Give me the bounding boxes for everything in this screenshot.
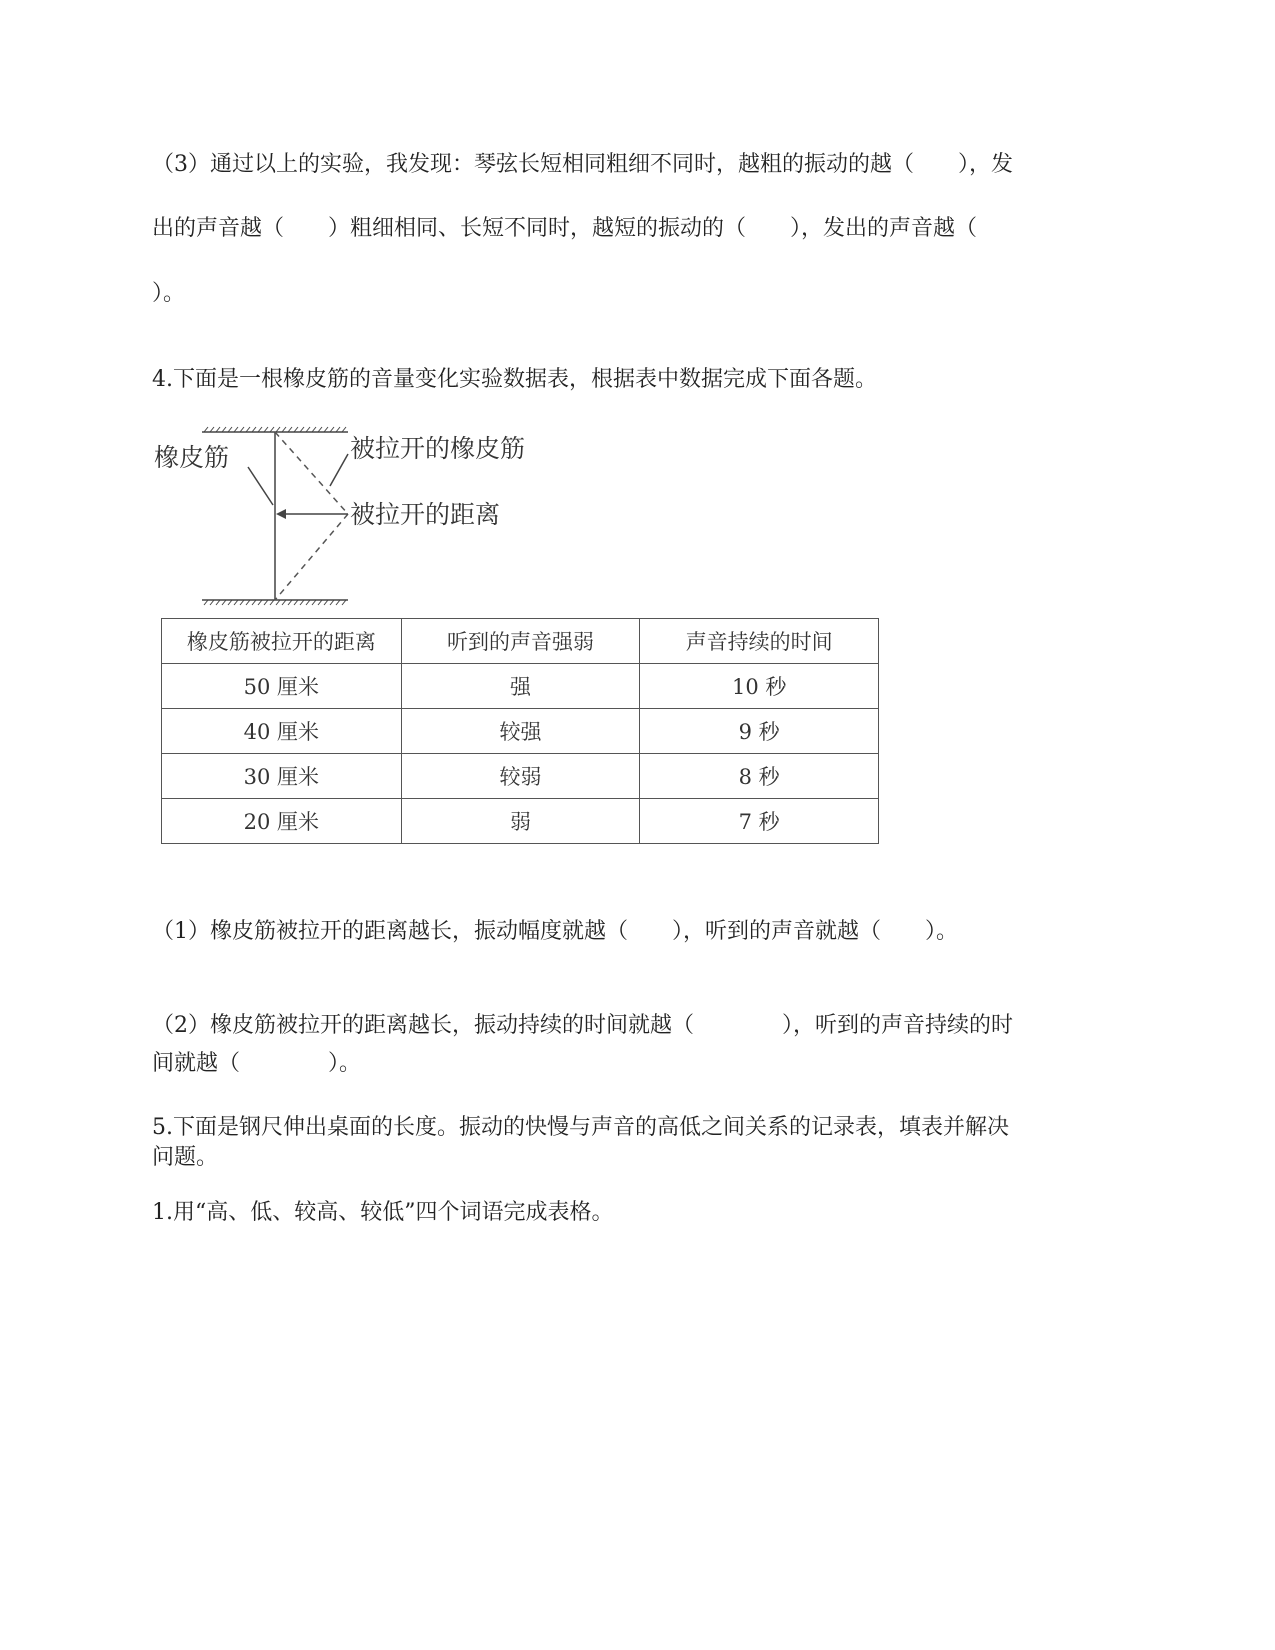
question-5-1: 1.用“高、低、较高、较低”四个词语完成表格。 <box>152 1200 614 1225</box>
cell-distance: 20 厘米 <box>162 799 402 844</box>
label-rubber-band: 橡皮筋 <box>154 443 230 472</box>
header-distance: 橡皮筋被拉开的距离 <box>162 619 402 664</box>
question-4-2-line-1: （2）橡皮筋被拉开的距离越长，振动持续的时间就越（ ），听到的声音持续的时 <box>152 1013 1014 1038</box>
question-5-line-1: 5.下面是钢尺伸出桌面的长度。振动的快慢与声音的高低之间关系的记录表，填表并解决 <box>152 1115 1009 1140</box>
question-4-intro: 4.下面是一根橡皮筋的音量变化实验数据表，根据表中数据完成下面各题。 <box>152 367 877 392</box>
stretched-label-leader <box>330 454 348 486</box>
cell-duration: 9 秒 <box>640 709 879 754</box>
cell-loudness: 弱 <box>401 799 640 844</box>
cell-loudness: 较强 <box>401 709 640 754</box>
label-stretched-band: 被拉开的橡皮筋 <box>350 434 526 463</box>
question-3-line-2: 出的声音越（ ）粗细相同、长短不同时，越短的振动的（ ），发出的声音越（ <box>152 216 978 241</box>
table-row <box>162 799 879 844</box>
label-stretch-distance: 被拉开的距离 <box>350 500 501 529</box>
cell-duration: 10 秒 <box>640 664 879 709</box>
table-row <box>162 709 879 754</box>
cell-distance: 30 厘米 <box>162 754 402 799</box>
rubber-band-data-table <box>161 618 879 844</box>
distance-arrowhead <box>276 509 286 519</box>
cell-loudness: 较弱 <box>401 754 640 799</box>
question-4-1: （1）橡皮筋被拉开的距离越长，振动幅度就越（ ），听到的声音就越（ ）。 <box>152 919 958 944</box>
table-header-row <box>162 619 879 664</box>
cell-loudness: 强 <box>401 664 640 709</box>
cell-distance: 40 厘米 <box>162 709 402 754</box>
header-duration: 声音持续的时间 <box>640 619 879 664</box>
band-label-leader <box>248 467 273 505</box>
table-row <box>162 664 879 709</box>
rubber-band-diagram-svg <box>152 422 572 612</box>
cell-duration: 7 秒 <box>640 799 879 844</box>
question-4-2-line-2: 间就越（ ）。 <box>152 1051 362 1076</box>
question-3-line-1: （3）通过以上的实验，我发现：琴弦长短相同粗细不同时，越粗的振动的越（ ），发 <box>152 152 1014 177</box>
header-loudness: 听到的声音强弱 <box>401 619 640 664</box>
cell-distance: 50 厘米 <box>162 664 402 709</box>
rubber-band-diagram <box>152 422 572 612</box>
cell-duration: 8 秒 <box>640 754 879 799</box>
stretched-band-lower <box>275 514 348 600</box>
question-3-line-3: ）。 <box>152 281 186 306</box>
table-row <box>162 754 879 799</box>
question-5-line-2: 问题。 <box>152 1145 219 1170</box>
